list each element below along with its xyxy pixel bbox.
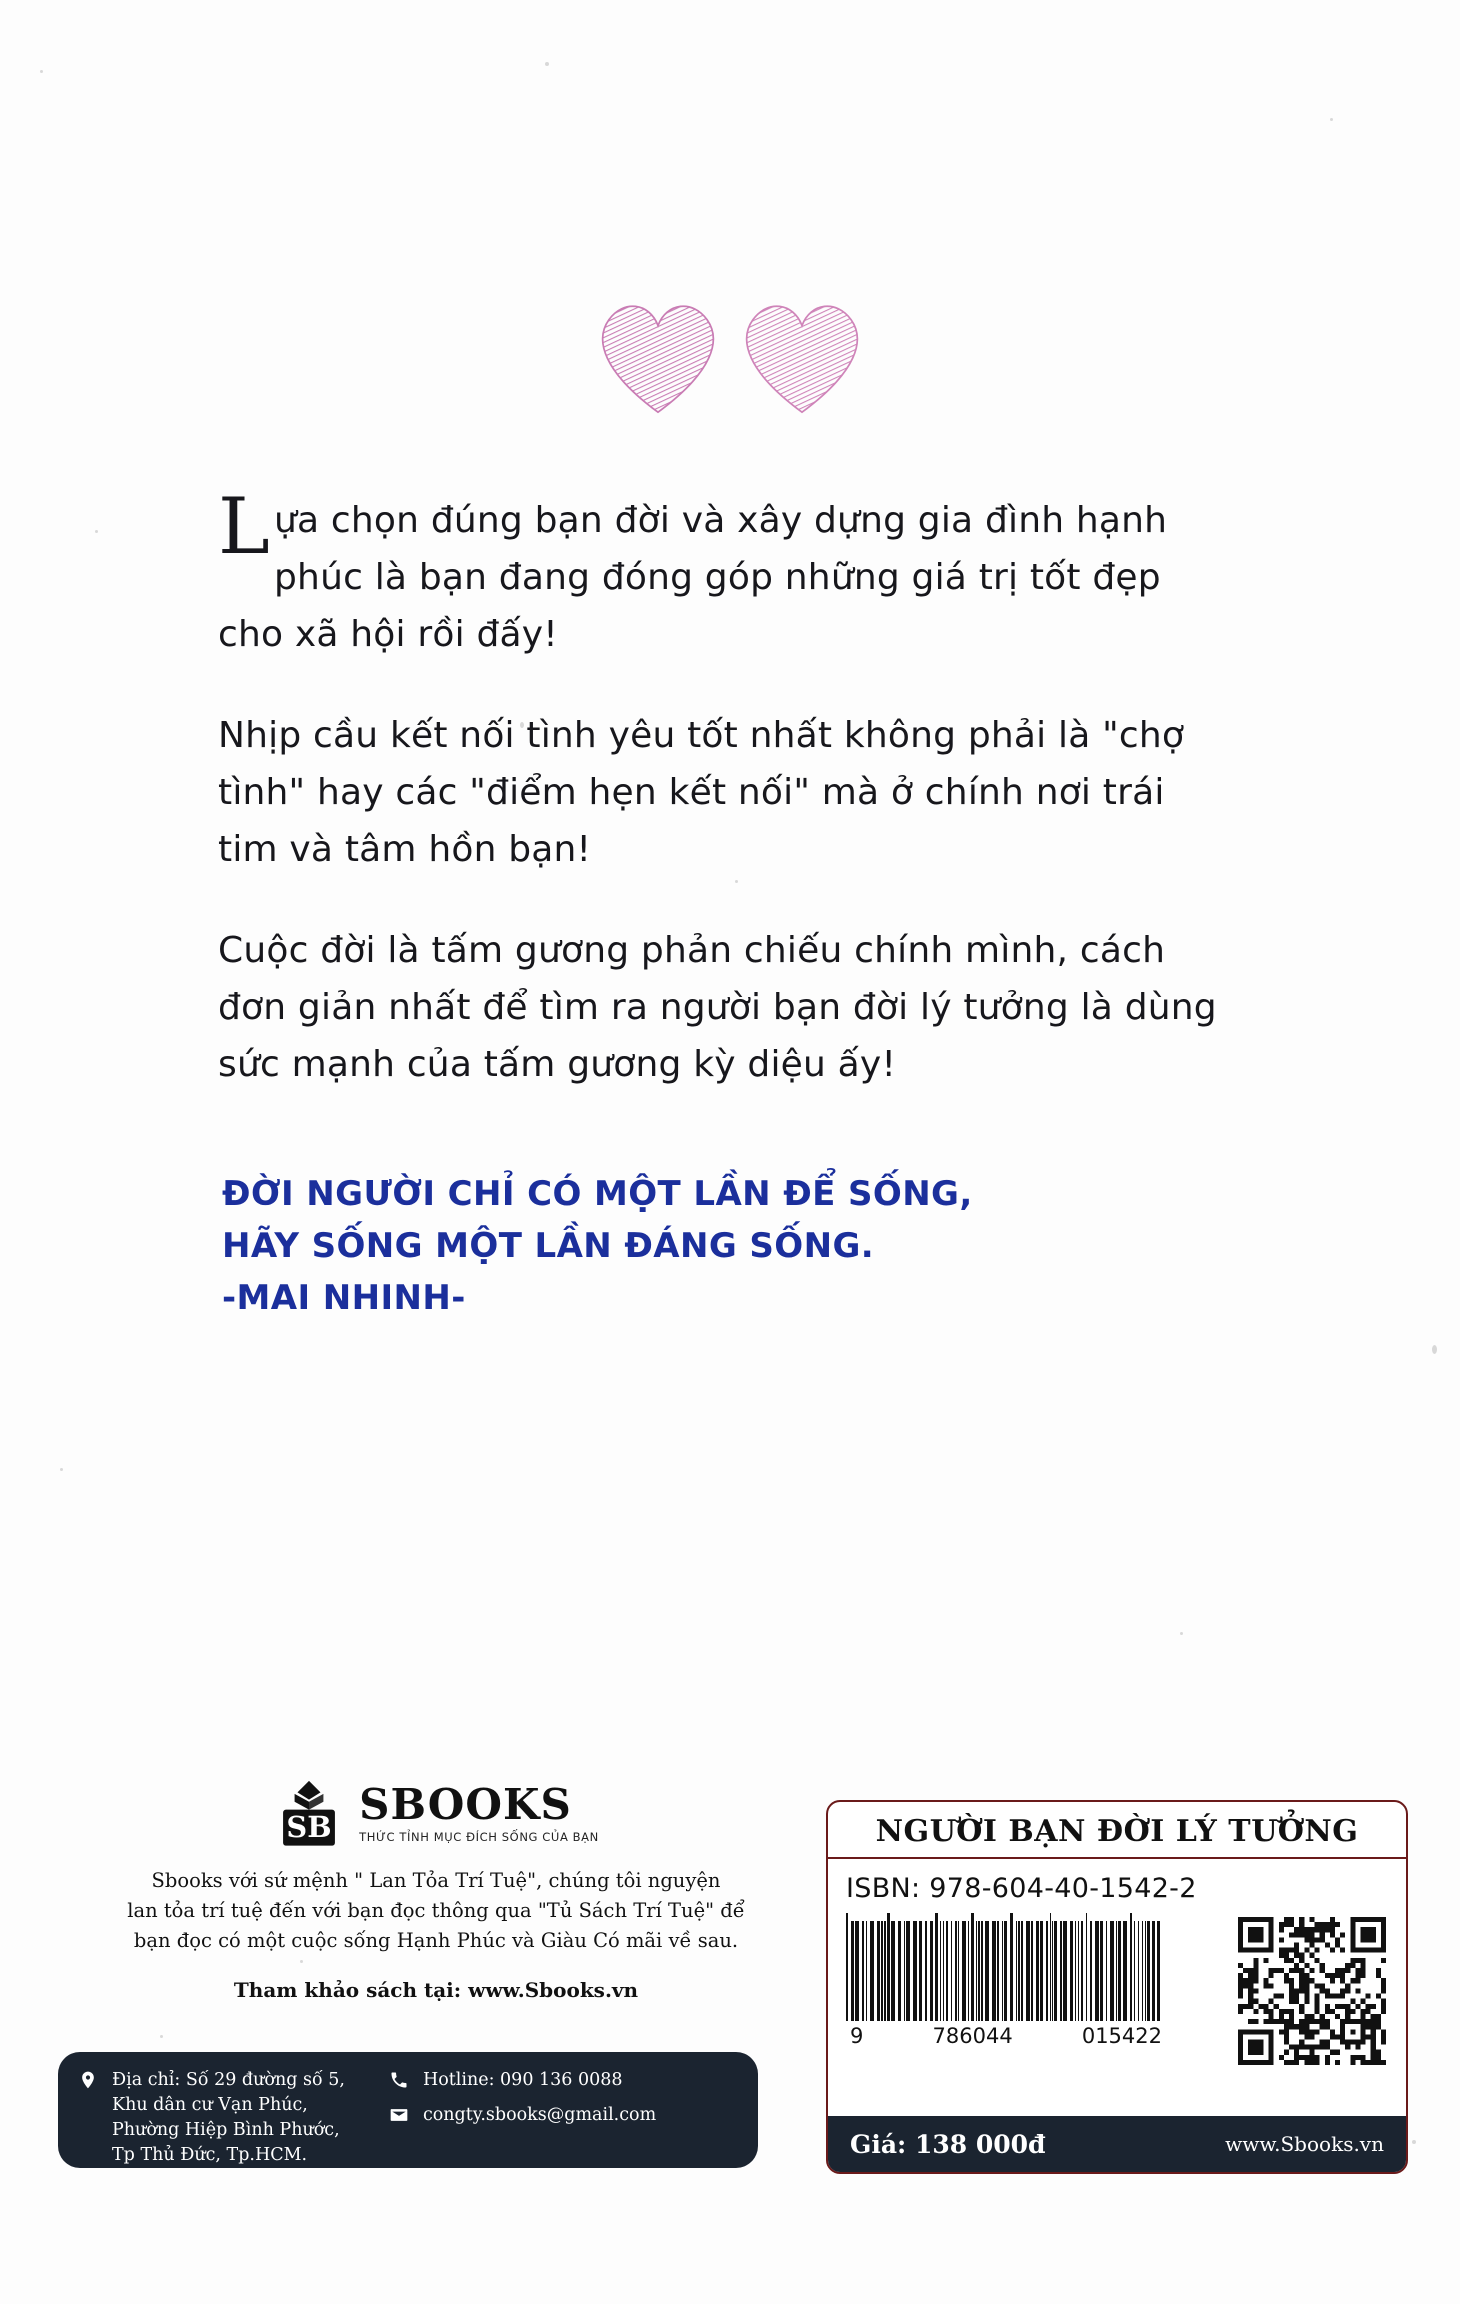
- paper-speck: [1180, 1632, 1183, 1635]
- heart-icon: [583, 288, 733, 418]
- barcode: [846, 1921, 1166, 2049]
- publisher-description-line-2: lan tỏa trí tuệ đến với bạn đọc thông qua "Tủ Sách Trí Tuệ" để: [127, 1899, 745, 1922]
- blurb-paragraph-3: Cuộc đời là tấm gương phản chiếu chính mình, cách đơn giản nhất để tìm ra người bạn đời lý tưởng là dùng sức mạnh của tấm gương kỳ diệu ấy!: [218, 930, 1217, 1085]
- quote-line-2: HÃY SỐNG MỘT LẦN ĐÁNG SỐNG.: [222, 1226, 875, 1266]
- price-label: Giá: 138 000đ: [850, 2129, 1046, 2159]
- paper-speck: [60, 1468, 63, 1471]
- barcode-digits: [846, 2024, 1166, 2048]
- isbn-panel: [826, 1800, 1408, 2174]
- barcode-digit-mid: 786044: [932, 2024, 1013, 2048]
- barcode-bars: [846, 1921, 1166, 2021]
- drop-cap: L: [218, 482, 270, 572]
- paper-speck: [160, 2035, 163, 2038]
- quote-block: [222, 1168, 1222, 1324]
- qr-code-icon[interactable]: [1238, 1917, 1386, 2065]
- paper-speck: [95, 530, 98, 533]
- quote-line-1: ĐỜI NGƯỜI CHỈ CÓ MỘT LẦN ĐỂ SỐNG,: [222, 1174, 973, 1214]
- website-label[interactable]: www.Sbooks.vn: [1225, 2132, 1384, 2156]
- paper-speck: [1412, 2140, 1416, 2144]
- barcode-digit-left: 9: [850, 2024, 864, 2048]
- paper-speck: [40, 70, 43, 73]
- address-line-3: Phường Hiệp Bình Phước,: [112, 2120, 340, 2140]
- isbn-body: [828, 1859, 1406, 2099]
- publisher-tagline: THỨC TỈNH MỤC ĐÍCH SỐNG CỦA BẠN: [359, 1830, 599, 1844]
- contact-address: [78, 2068, 345, 2165]
- contact-address-text: [112, 2068, 345, 2165]
- publisher-name: SBOOKS: [359, 1780, 572, 1829]
- publisher-description-line-1: Sbooks với sứ mệnh " Lan Tỏa Trí Tuệ", chúng tôi nguyện: [151, 1869, 721, 1892]
- blurb-paragraph-1: [218, 482, 1228, 663]
- publisher-reference[interactable]: Tham khảo sách tại: www.Sbooks.vn: [233, 1978, 639, 2002]
- envelope-icon: [389, 2103, 411, 2128]
- paper-speck: [545, 62, 549, 66]
- contact-bar: [58, 2052, 758, 2168]
- isbn-footer: [828, 2116, 1406, 2172]
- heart-icon: [727, 288, 877, 418]
- svg-text:SB: SB: [286, 1810, 332, 1845]
- blurb-text: [218, 482, 1228, 1137]
- publisher-description-line-3: bạn đọc có một cuộc sống Hạnh Phúc và Giàu Có mãi về sau.: [133, 1929, 739, 1952]
- quote-author: -MAI NHINH-: [222, 1278, 466, 1318]
- blurb-paragraph-1-text: ựa chọn đúng bạn đời và xây dựng gia đình hạnh phúc là bạn đang đóng góp những giá trị tốt đẹp cho xã hội rồi đấy!: [218, 500, 1168, 655]
- publisher-logo: [96, 1778, 776, 1850]
- publisher-description: [96, 1866, 776, 1956]
- contact-hotline-text: Hotline: 090 136 0088: [422, 2070, 623, 2090]
- contact-email: [389, 2103, 656, 2128]
- contact-email-text[interactable]: congty.sbooks@gmail.com: [422, 2105, 657, 2125]
- paper-speck: [1330, 118, 1333, 121]
- paper-speck: [1432, 1345, 1437, 1354]
- location-pin-icon: [78, 2068, 100, 2152]
- isbn-number: ISBN: 978-604-40-1542-2: [846, 1873, 1197, 1904]
- hearts-ornament: [0, 288, 1460, 428]
- blurb-paragraph-2: Nhịp cầu kết nối tình yêu tốt nhất không phải là "chợ tình" hay các "điểm hẹn kết nối" mà ở chính nơi trái tim và tâm hồn bạn!: [218, 715, 1185, 870]
- barcode-digit-right: 015422: [1081, 2024, 1162, 2048]
- publisher-name-block: [359, 1780, 599, 1844]
- sbooks-logo-icon: [273, 1778, 345, 1850]
- publisher-block: [96, 1778, 776, 2002]
- address-line-1: Địa chỉ: Số 29 đường số 5,: [112, 2070, 345, 2090]
- contact-right-column: [389, 2068, 656, 2152]
- phone-icon: [389, 2068, 411, 2093]
- address-line-4: Tp Thủ Đức, Tp.HCM.: [112, 2145, 308, 2165]
- address-line-2: Khu dân cư Vạn Phúc,: [112, 2095, 308, 2115]
- contact-hotline: [389, 2068, 656, 2093]
- book-title: NGƯỜI BẠN ĐỜI LÝ TƯỞNG: [828, 1802, 1406, 1859]
